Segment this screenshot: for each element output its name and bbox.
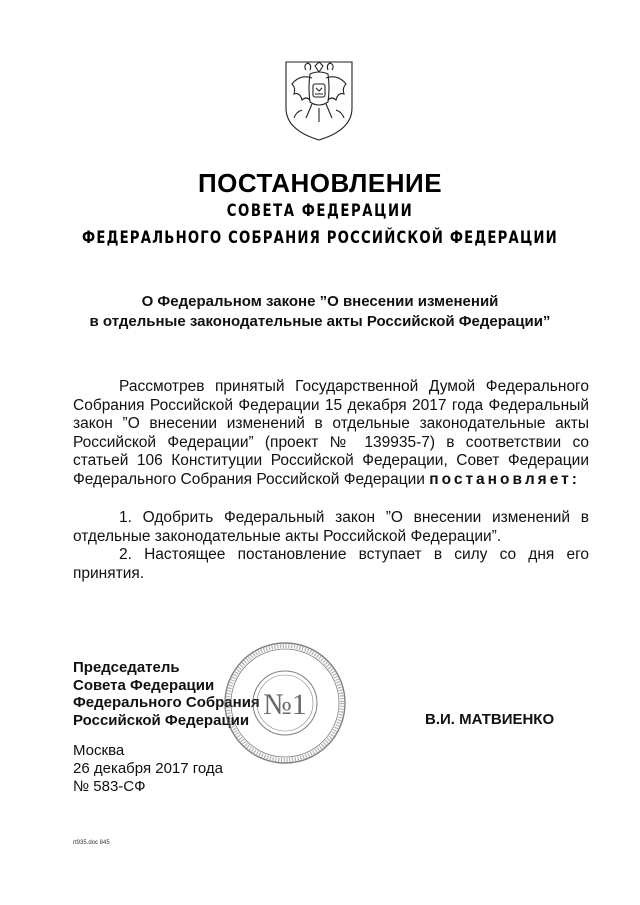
signatory-line-2: Совета Федерации bbox=[73, 676, 215, 694]
subject-line-2: в отдельные законодательные акты Российской Федерации” bbox=[89, 313, 551, 330]
official-seal-stamp bbox=[222, 640, 348, 766]
issuer-line-1: СОВЕТА ФЕДЕРАЦИИ bbox=[226, 201, 414, 221]
document-body bbox=[73, 378, 589, 583]
date: 26 декабря 2017 года bbox=[73, 760, 224, 777]
signatory-name: В.И. МАТВИЕНКО bbox=[425, 711, 555, 728]
signatory-line-1: Председатель bbox=[73, 659, 180, 676]
seal-number: №1 bbox=[263, 688, 307, 721]
issuer-line-2: ФЕДЕРАЛЬНОГО СОБРАНИЯ РОССИЙСКОЙ ФЕДЕРАЦИИ bbox=[82, 228, 558, 248]
preamble-text: Рассмотрев принятый Государственной Думой Федерального Собрания Российской Федерации 15 декабря 2017 года Федеральный закон ”О внесении изменений в отдельные законодательные акты Российской Федерации” (проект № 139935-7) в соответствии со статьей 106 Конституции Российской Федерации, Совет Федерации Федерального Собрания Российской Федерации bbox=[73, 378, 589, 488]
document-number: № 583-СФ bbox=[73, 778, 146, 795]
preamble-paragraph bbox=[73, 378, 589, 489]
subject-line-1: О Федеральном законе ”О внесении изменений bbox=[141, 293, 499, 310]
city: Москва bbox=[73, 742, 125, 759]
signatory-line-4: Российской Федерации bbox=[73, 711, 250, 729]
document-subject bbox=[0, 292, 640, 332]
signatory-line-3: Федерального Собрания bbox=[73, 694, 260, 711]
file-code: rt935.doc 845 bbox=[73, 840, 110, 846]
document-title: ПОСТАНОВЛЕНИЕ bbox=[197, 168, 443, 198]
decides-keyword: постановляет: bbox=[429, 470, 580, 488]
coat-of-arms-emblem bbox=[282, 58, 356, 142]
item-2: 2. Настоящее постановление вступает в силу со дня его принятия. bbox=[73, 546, 589, 582]
place-date-number bbox=[73, 742, 223, 796]
item-1: 1. Одобрить Федеральный закон ”О внесении изменений в отдельные законодательные акты Российской Федерации”. bbox=[73, 509, 589, 545]
